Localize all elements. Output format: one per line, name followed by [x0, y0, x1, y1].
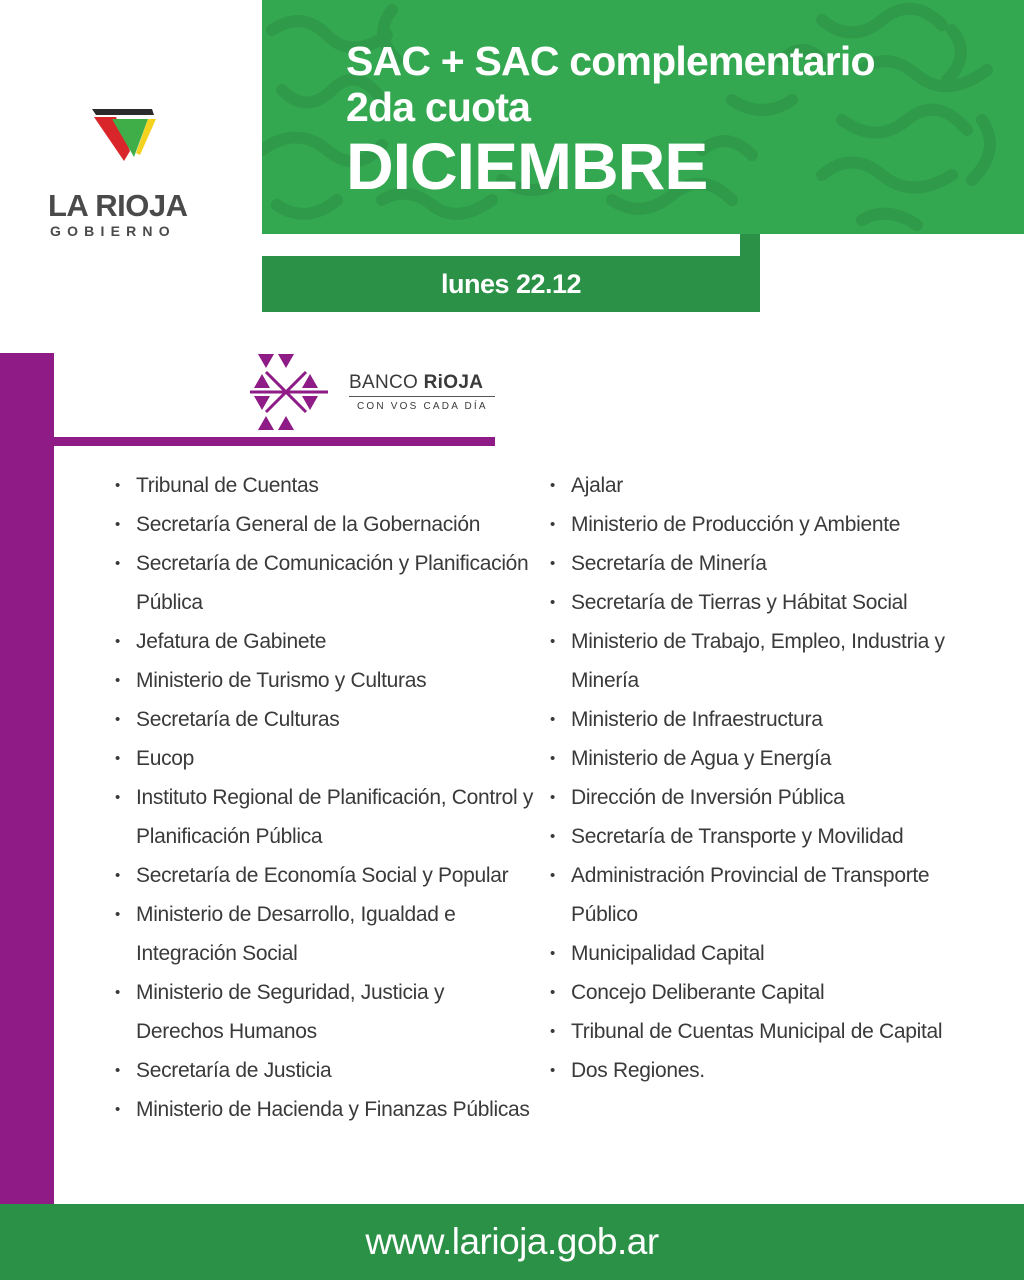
list-item: • Eucop: [115, 739, 535, 778]
list-item: • Ministerio de Trabajo, Empleo, Industria y Minería: [550, 622, 990, 700]
list-item: • Municipalidad Capital: [550, 934, 990, 973]
list-item: • Secretaría de Economía Social y Popular: [115, 856, 535, 895]
list-item: • Dirección de Inversión Pública: [550, 778, 990, 817]
purple-side-stripe: [0, 353, 54, 1204]
list-item: • Jefatura de Gabinete: [115, 622, 535, 661]
bank-name: [349, 372, 483, 394]
la-rioja-emblem-icon: [90, 105, 160, 167]
footer-bar: [0, 1204, 1024, 1280]
banner-title-line2: 2da cuota: [346, 84, 531, 130]
list-item: • Secretaría de Transporte y Movilidad: [550, 817, 990, 856]
list-item: • Administración Provincial de Transporte Público: [550, 856, 990, 934]
list-item: • Secretaría de Culturas: [115, 700, 535, 739]
list-item: • Tribunal de Cuentas Municipal de Capital: [550, 1012, 990, 1051]
website-link[interactable]: www.larioja.gob.ar: [365, 1221, 659, 1262]
list-item: • Secretaría General de la Gobernación: [115, 505, 535, 544]
header-banner: [262, 0, 1024, 234]
list-item: • Secretaría de Justicia: [115, 1051, 535, 1090]
bank-name-bold: RiOJA: [423, 372, 484, 393]
list-item: • Ministerio de Producción y Ambiente: [550, 505, 990, 544]
list-item: • Ministerio de Infraestructura: [550, 700, 990, 739]
logo-title: LA RIOJA: [48, 188, 188, 223]
banner-title-line1: SAC + SAC complementario: [346, 38, 875, 84]
list-item: • Secretaría de Minería: [550, 544, 990, 583]
list-item: • Ministerio de Hacienda y Finanzas Públicas: [115, 1090, 535, 1129]
banco-rioja-icon: [250, 352, 330, 432]
bank-name-light: BANCO: [349, 372, 424, 393]
payment-date: lunes 22.12: [440, 268, 582, 299]
header-gap: [262, 234, 740, 256]
list-item: • Secretaría de Comunicación y Planificación Pública: [115, 544, 535, 622]
bank-tagline: CON VOS CADA DÍA: [357, 401, 488, 412]
organism-list-left: [115, 466, 535, 1129]
list-item: • Secretaría de Tierras y Hábitat Social: [550, 583, 990, 622]
list-item: • Ministerio de Agua y Energía: [550, 739, 990, 778]
bank-rule: [349, 396, 495, 397]
date-bar-content: [262, 256, 760, 312]
purple-divider: [54, 437, 495, 446]
list-item: • Dos Regiones.: [550, 1051, 990, 1090]
organism-list-right: [550, 466, 990, 1090]
banner-month: DICIEMBRE: [346, 129, 708, 203]
list-item: • Instituto Regional de Planificación, Control y Planificación Pública: [115, 778, 535, 856]
list-item: • Ajalar: [550, 466, 990, 505]
list-item: • Tribunal de Cuentas: [115, 466, 535, 505]
list-item: • Ministerio de Desarrollo, Igualdad e Integración Social: [115, 895, 535, 973]
logo-subtitle: GOBIERNO: [50, 223, 176, 239]
list-item: • Concejo Deliberante Capital: [550, 973, 990, 1012]
list-item: • Ministerio de Turismo y Culturas: [115, 661, 535, 700]
la-rioja-logo: [48, 105, 213, 240]
list-item: • Ministerio de Seguridad, Justicia y Derechos Humanos: [115, 973, 535, 1051]
banner-title-block: [346, 38, 875, 202]
